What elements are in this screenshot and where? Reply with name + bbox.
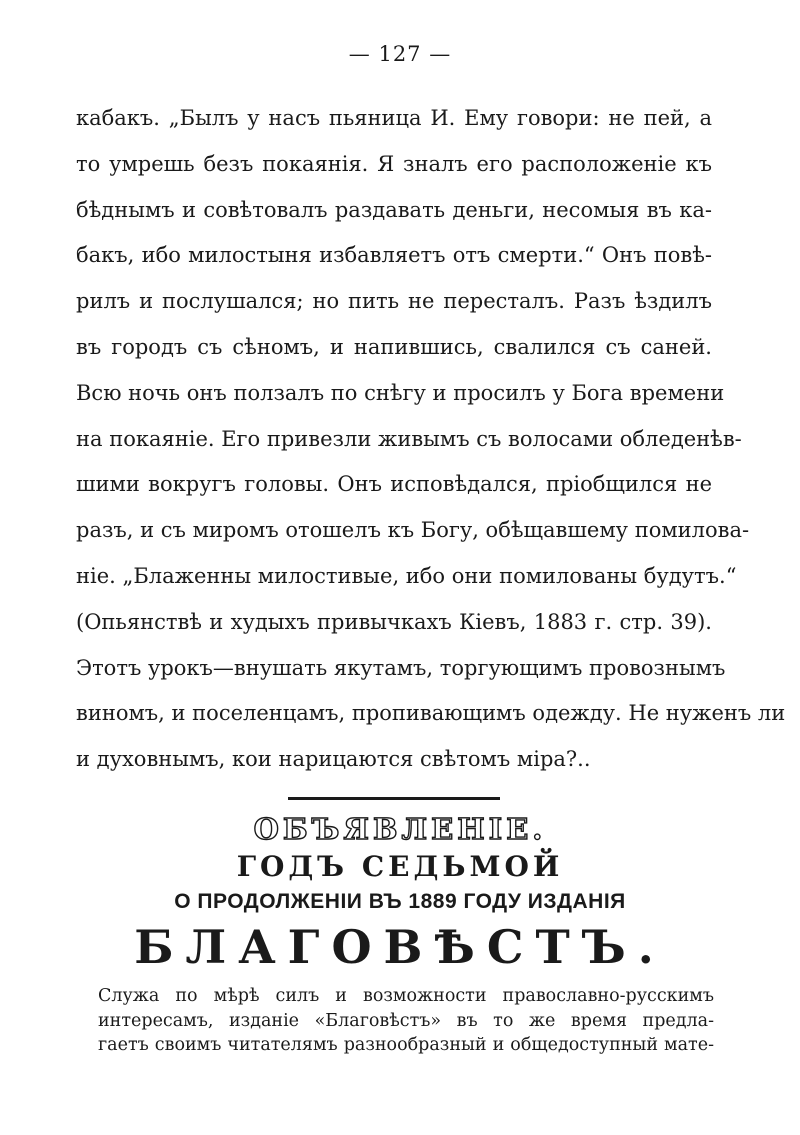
announcement-title: ОБЪЯВЛЕНІЕ.: [253, 812, 547, 846]
paragraph-line: то умрешь безъ покаянія. Я зналъ его расположеніе къ: [76, 151, 712, 176]
announcement-line: Служа по мѣрѣ силъ и возможности православно-русскимъ: [98, 986, 714, 1006]
announcement-continuation: О ПРОДОЛЖЕНІИ ВЪ 1889 ГОДУ ИЗДАНІЯ: [174, 890, 626, 913]
main-paragraph: [76, 96, 786, 783]
paragraph-line: бакъ, ибо милостыня избавляетъ отъ смерти.“ Онъ повѣ-: [76, 243, 712, 268]
section-divider: [288, 797, 500, 800]
paragraph-line: (Опьянствѣ и худыхъ привычкахъ Кіевъ, 1883 г. стр. 39).: [76, 609, 712, 634]
paragraph-line: шими вокругъ головы. Онъ исповѣдался, пріобщился не: [76, 472, 712, 497]
paragraph-line: въ городъ съ сѣномъ, и напившись, свалился съ саней.: [76, 334, 712, 359]
paragraph-line: кабакъ. „Былъ у насъ пьяница И. Ему говори: не пей, а: [76, 106, 712, 130]
paragraph-line: рилъ и послушался; но пить не пересталъ. Разъ ѣздилъ: [76, 289, 712, 314]
paragraph-line: Всю ночь онъ ползалъ по снѣгу и просилъ у Бога времени: [76, 380, 725, 405]
paragraph-line: Этотъ урокъ—внушать якутамъ, торгующимъ провознымъ: [76, 655, 726, 680]
announcement-line: интересамъ, изданіе «Благовѣстъ» въ то же время предла-: [98, 1010, 714, 1031]
paragraph-line: на покаяніе. Его привезли живымъ съ волосами обледенѣв-: [76, 426, 742, 451]
paragraph-line: и духовнымъ, кои нарицаются свѣтомъ міра?..: [76, 747, 591, 772]
announcement-paragraph: [98, 984, 714, 1058]
announcement-line: гаетъ своимъ читателямъ разнообразный и общедоступный мате-: [98, 1035, 714, 1055]
paragraph-line: разъ, и съ миромъ отошелъ къ Богу, обѣщавшему помилова-: [76, 518, 750, 543]
publication-name: БЛАГОВѢСТЪ.: [134, 920, 666, 974]
page-number: — 127 —: [348, 42, 452, 66]
paragraph-line: ніе. „Блаженны милостивые, ибо они помилованы будутъ.“: [76, 563, 737, 588]
paragraph-line: виномъ, и поселенцамъ, пропивающимъ одежду. Не нуженъ ли: [76, 701, 786, 726]
paragraph-line: бѣднымъ и совѣтовалъ раздавать деньги, несомыя въ ка-: [76, 197, 712, 222]
announcement-subtitle: ГОДЪ СЕДЬМОЙ: [236, 850, 564, 883]
